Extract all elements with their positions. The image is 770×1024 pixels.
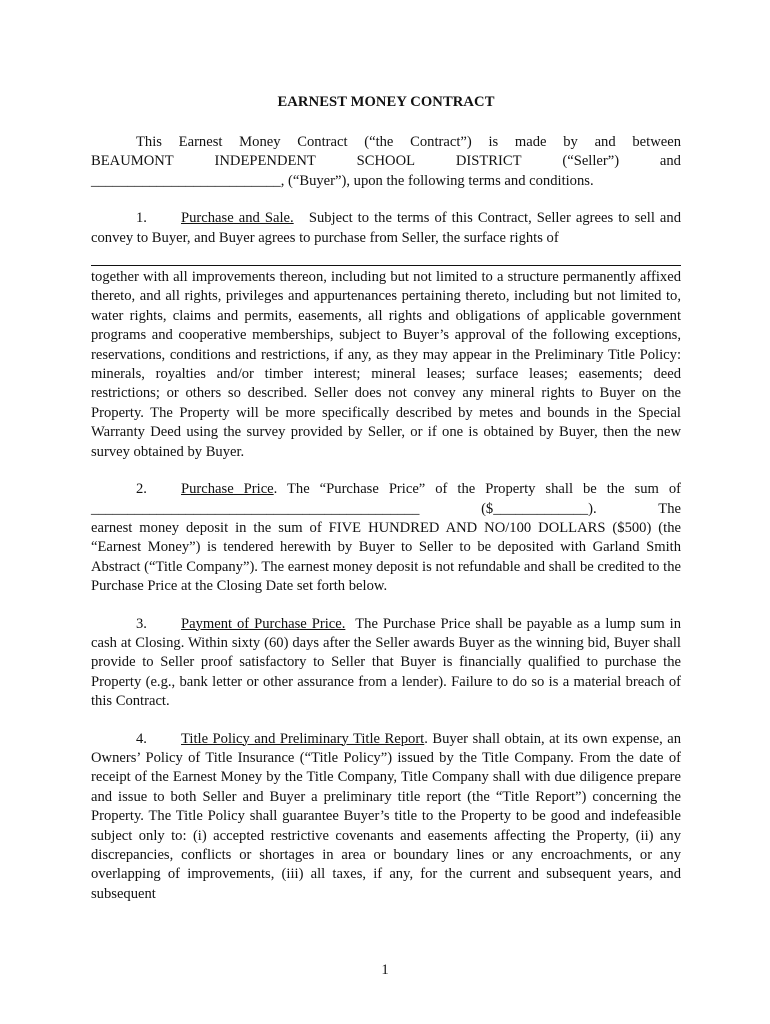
section-heading: Purchase and Sale. — [181, 210, 294, 227]
section-text: Subject to the terms of this Contract, Seller agrees to sell and convey to Buyer, and Buyer agrees to purchase from Seller, the surface rights of — [91, 210, 682, 246]
section-heading: Payment of Purchase Price. — [181, 615, 346, 632]
purchase-price-amount-blank[interactable]: ($_____________). — [481, 500, 597, 517]
intro-word: (“Seller”) — [562, 153, 620, 170]
section-number: 1. — [136, 210, 147, 227]
section-3 — [91, 615, 681, 712]
section-1 — [91, 209, 681, 462]
section-3-body — [91, 615, 681, 712]
section-heading: Purchase Price — [181, 481, 274, 498]
intro-word: SCHOOL — [356, 153, 416, 170]
section-heading: Title Policy and Preliminary Title Report — [181, 730, 425, 747]
section-text: . Buyer shall obtain, at its own expense, an Owners’ Policy of Title Insurance (“Title Policy”) issued by the Title Company. From the date of receipt of the Earnest Money by the Title Company, Title Company shall with due diligence prepare and issue to both Seller and Buyer a preliminary title report (the “Title Report”) concerning the Property. The Title Policy shall guarantee Buyer’s title to the Property to be good and indefeasible subject only to: (i) accepted restrictive covenants and easements affecting the Property, (ii) any discrepancies, conflicts or shortages in area or boundary lines or any encroachments, or any overlapping of improvements, (iii) all taxes, if any, for the current and subsequent years, and subsequent — [91, 730, 681, 902]
intro-word: BEAUMONT — [91, 153, 174, 170]
section-1-body: together with all improvements thereon, including but not limited to a structure permanently affixed thereto, and all rights, privileges and appurtenances pertaining thereto, including but not limited to, water rights, claims and permits, easements, all rights and obligations of applicable government programs and cooperative memberships, subject to Buyer’s approval of the following exceptions, reservations, conditions and restrictions, if any, as they may appear in the Preliminary Title Policy: minerals, royalties and/or timber interest; mineral leases; surface leases; easements; deed restrictions; or others so described. Seller does not convey any mineral rights to Buyer on the Property. The Property will be more specifically described by metes and bounds in the Special Warranty Deed using the survey provided by Seller, or if one is obtained by Buyer, then the new survey obtained by Buyer. — [91, 269, 681, 460]
intro-line-1: This Earnest Money Contract (“the Contract”) is made by and between — [136, 134, 681, 150]
section-2-body: earnest money deposit in the sum of FIVE HUNDRED AND NO/100 DOLLARS ($500) (the “Earnest Money”) is tendered herewith by Buyer to Seller to be deposited with Garland Smith Abstract (“Title Company”). The earnest money deposit is not refundable and shall be credited to the Purchase Price at the Closing Date set forth below. — [91, 519, 681, 595]
section-1-opening — [91, 209, 681, 248]
purchase-price-line — [91, 500, 681, 519]
document-title: EARNEST MONEY CONTRACT — [277, 94, 495, 110]
section-number: 2. — [136, 481, 147, 498]
section-number: 3. — [136, 615, 147, 632]
property-blank-line[interactable] — [91, 248, 681, 266]
section-2-opening — [91, 480, 681, 499]
intro-line-2 — [91, 152, 681, 171]
intro-line-3: __________________________, (“Buyer”), upon the following terms and conditions. — [91, 172, 594, 189]
section-4 — [91, 730, 681, 905]
intro-paragraph — [91, 133, 681, 191]
section-text: The — [658, 500, 681, 517]
intro-word: and — [659, 153, 681, 170]
intro-word: INDEPENDENT — [214, 153, 316, 170]
page-number: 1 — [381, 962, 389, 978]
section-2 — [91, 480, 681, 596]
intro-word: DISTRICT — [455, 153, 522, 170]
purchase-price-words-blank[interactable]: _____________________________________________ — [91, 500, 420, 517]
section-number: 4. — [136, 730, 147, 747]
section-text: . The “Purchase Price” of the Property shall be the sum of — [273, 481, 681, 498]
section-text: The Purchase Price shall be payable as a lump sum in cash at Closing. Within sixty (60) days after the Seller awards Buyer as the winning bid, Buyer shall provide to Seller proof satisfactory to Seller that Buyer is financially qualified to purchase the Property (e.g., bank letter or other assurance from a lender). Failure to do so is a material breach of this Contract. — [91, 615, 681, 710]
section-4-body — [91, 730, 681, 905]
document-page — [91, 92, 681, 904]
